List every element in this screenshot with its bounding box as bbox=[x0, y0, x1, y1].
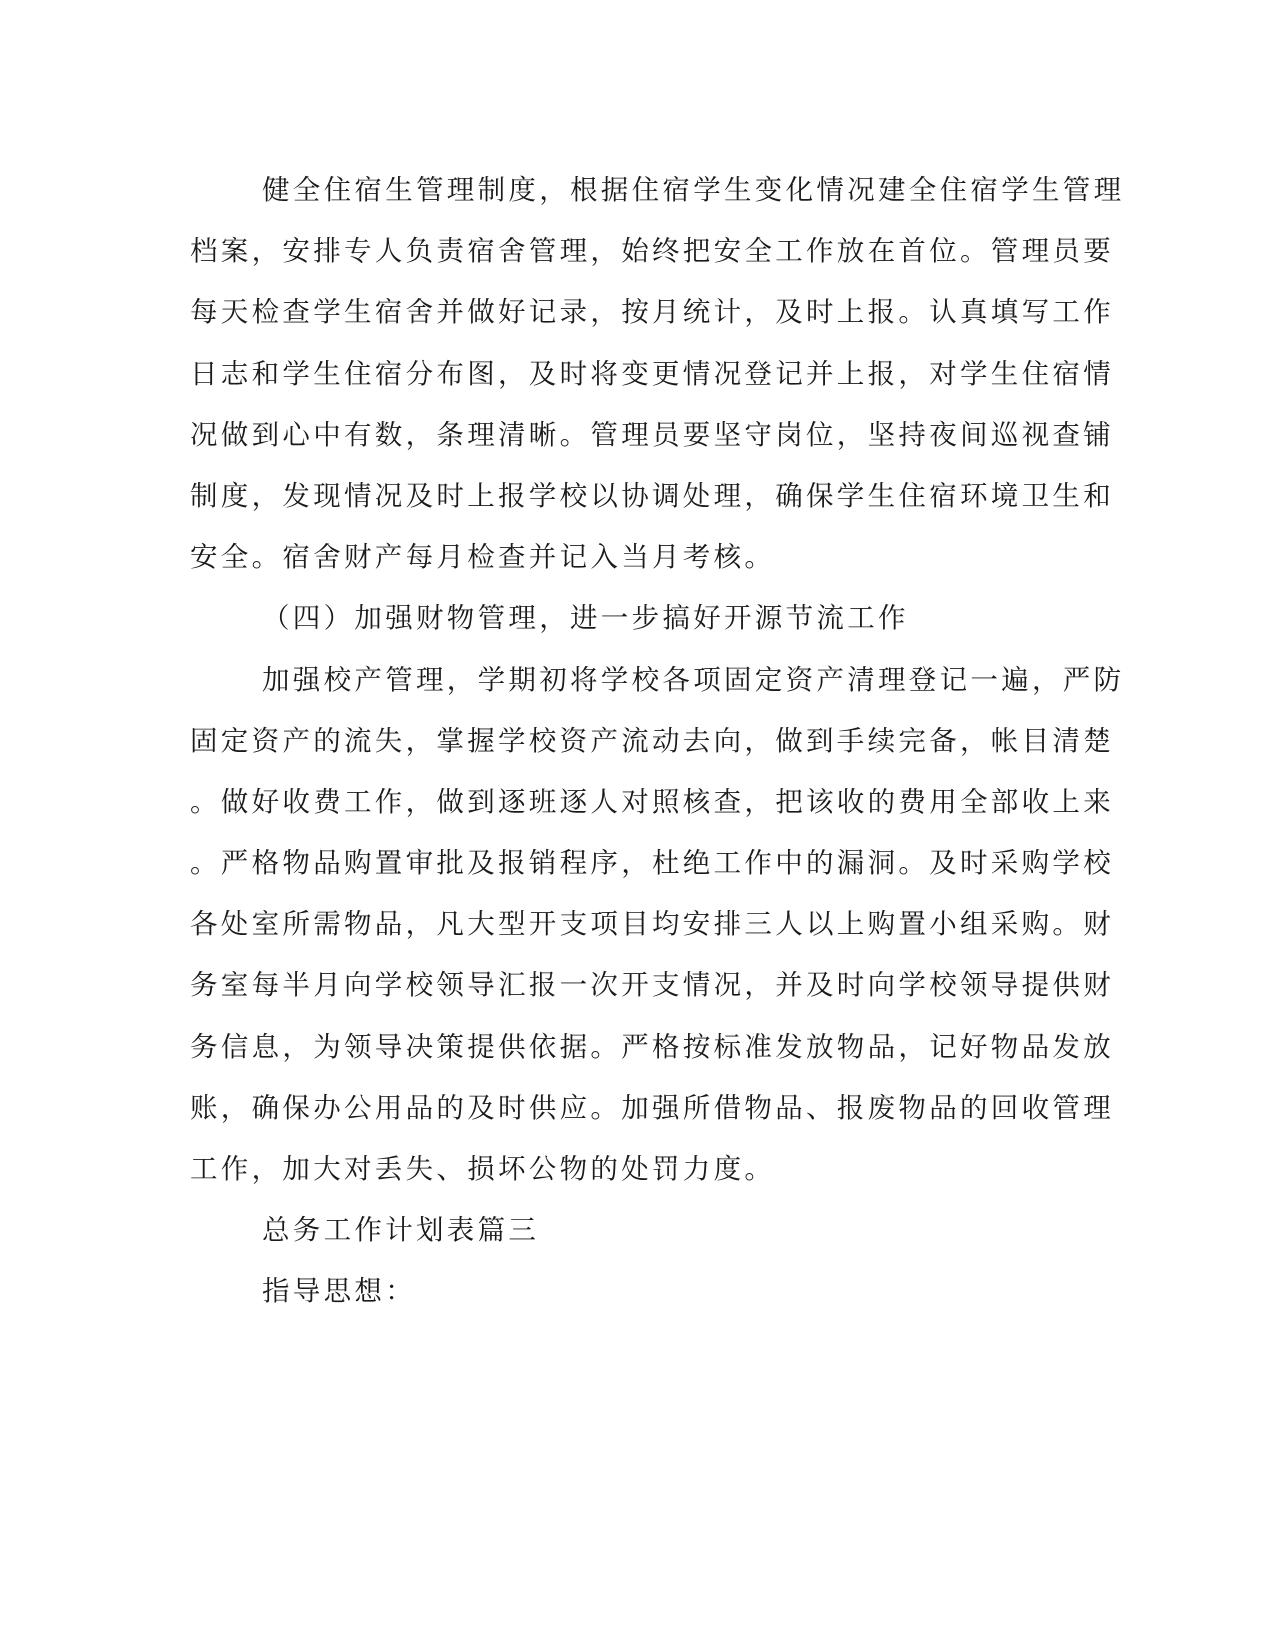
body-line: 各处室所需物品，凡大型开支项目均安排三人以上购置小组采购。财 bbox=[190, 908, 1114, 941]
section-heading: （四）加强财物管理，进一步搞好开源节流工作 bbox=[262, 602, 909, 635]
body-line: 固定资产的流失，掌握学校资产流动去向，做到手续完备，帐目清楚 bbox=[190, 724, 1114, 757]
body-line: 务信息，为领导决策提供依据。严格按标准发放物品，记好物品发放 bbox=[190, 1030, 1114, 1063]
body-line: 安全。宿舍财产每月检查并记入当月考核。 bbox=[190, 541, 776, 574]
body-line: 。严格物品购置审批及报销程序，杜绝工作中的漏洞。及时采购学校 bbox=[190, 847, 1114, 880]
body-line: 日志和学生住宿分布图，及时将变更情况登记并上报，对学生住宿情 bbox=[190, 357, 1114, 390]
body-line: 档案，安排专人负责宿舍管理，始终把安全工作放在首位。管理员要 bbox=[190, 235, 1114, 268]
body-line: 每天检查学生宿舍并做好记录，按月统计，及时上报。认真填写工作 bbox=[190, 296, 1114, 329]
chapter-title: 总务工作计划表篇三 bbox=[262, 1214, 540, 1247]
body-line: 健全住宿生管理制度，根据住宿学生变化情况建全住宿学生管理 bbox=[262, 174, 1125, 206]
body-line: 工作，加大对丢失、损坏公物的处罚力度。 bbox=[190, 1153, 776, 1185]
body-line: 。做好收费工作，做到逐班逐人对照核查，把该收的费用全部收上来 bbox=[190, 785, 1114, 818]
body-line: 制度，发现情况及时上报学校以协调处理，确保学生住宿环境卫生和 bbox=[190, 479, 1114, 512]
body-line: 务室每半月向学校领导汇报一次开支情况，并及时向学校领导提供财 bbox=[190, 969, 1114, 1002]
body-line: 况做到心中有数，条理清晰。管理员要坚守岗位，坚持夜间巡视查铺 bbox=[190, 418, 1114, 451]
body-line: 账，确保办公用品的及时供应。加强所借物品、报废物品的回收管理 bbox=[190, 1091, 1114, 1124]
document-body bbox=[190, 160, 1125, 1323]
subsection-heading: 指导思想： bbox=[262, 1275, 416, 1308]
body-line: 加强校产管理，学期初将学校各项固定资产清理登记一遍，严防 bbox=[262, 663, 1125, 696]
